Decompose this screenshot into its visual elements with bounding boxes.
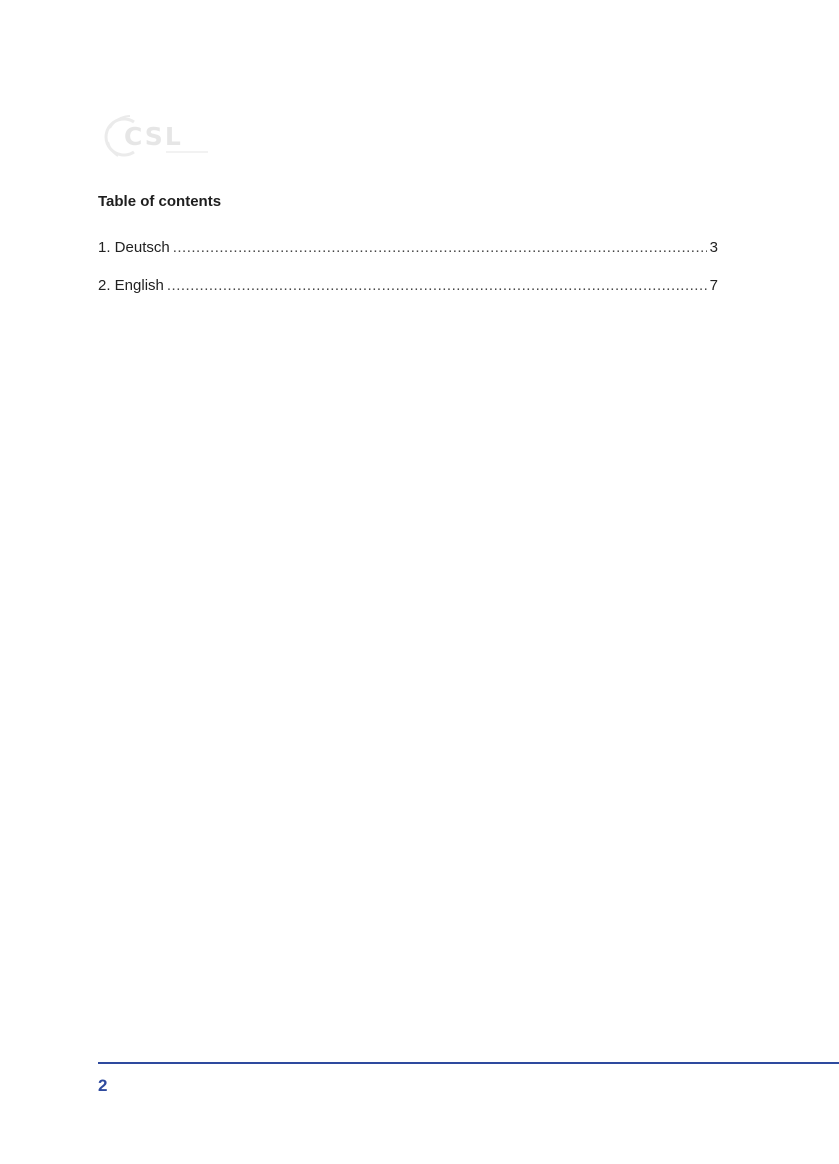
toc-entry-deutsch[interactable] [98, 238, 718, 258]
footer-rule [98, 1062, 839, 1064]
csl-logo [104, 108, 214, 164]
toc-entry-page: 7 [709, 277, 718, 294]
toc-title: Table of contents [98, 193, 222, 210]
toc-entry-label: 1. Deutsch [98, 239, 170, 256]
toc-entry-label: 2. English [98, 277, 164, 294]
toc-dot-leader [167, 276, 707, 296]
toc-entry-english[interactable] [98, 276, 718, 296]
toc-dot-leader [173, 238, 707, 258]
toc-entry-page: 3 [709, 239, 718, 256]
logo-text: CSL [124, 122, 183, 151]
page-number: 2 [98, 1076, 108, 1095]
toc-list [98, 238, 718, 314]
csl-logo-mark [104, 108, 214, 164]
